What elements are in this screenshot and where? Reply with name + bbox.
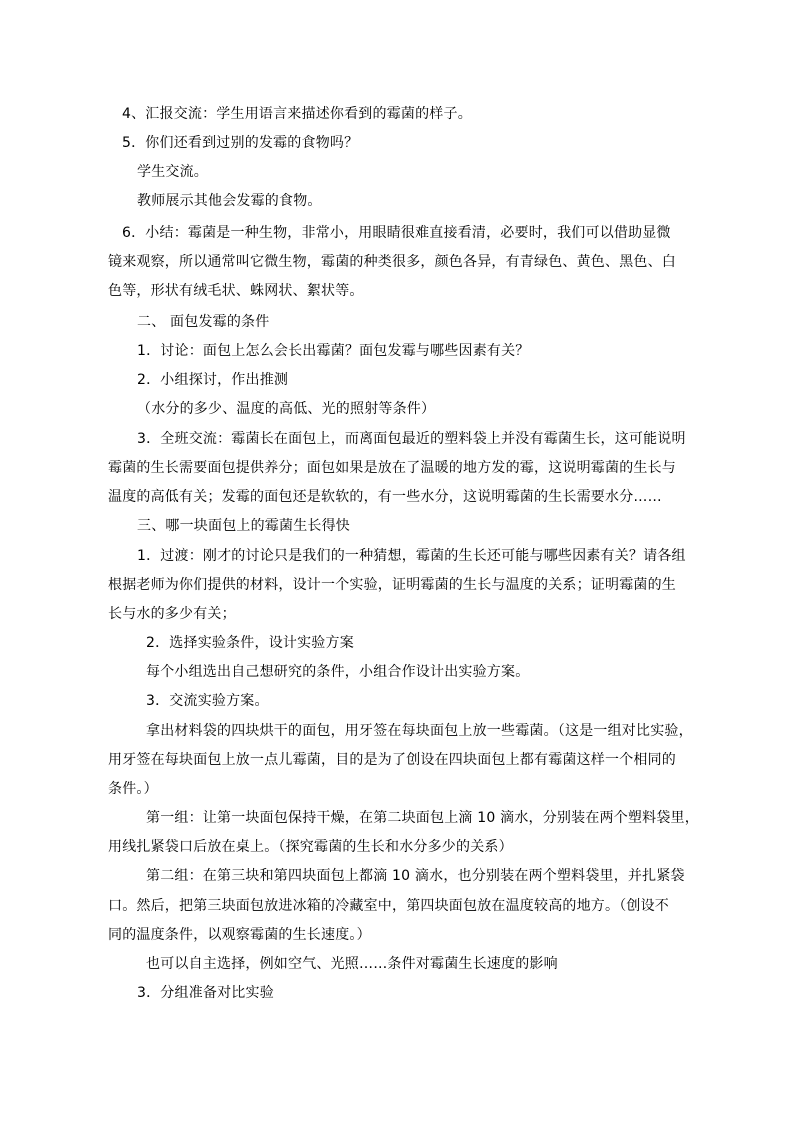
text-line: 根据老师为你们提供的材料，设计一个实验，证明霉菌的生长与温度的关系；证明霉菌的生 (108, 577, 676, 593)
text-line: 温度的高低有关；发霉的面包还是软软的，有一些水分，这说明霉菌的生长需要水分…… (108, 489, 662, 505)
text-line: 用牙签在每块面包上放一点儿霉菌，目的是为了创设在四块面包上都有霉菌这样一个相同的 (108, 752, 676, 768)
section-heading: 三、哪一块面包上的霉菌生长得快 (137, 518, 350, 534)
text-line: 4、汇报交流：学生用语言来描述你看到的霉菌的样子。 (122, 106, 472, 122)
text-line: 拿出材料袋的四块烘干的面包，用牙签在每块面包上放一些霉菌。（这是一组对比实验， (146, 723, 693, 739)
text-line: 条件。） (108, 781, 158, 797)
text-line: 色等，形状有绒毛状、蛛网状、絮状等。 (108, 283, 364, 299)
text-line: 3．交流实验方案。 (146, 693, 269, 709)
text-line: 第二组：在第三块和第四块面包上都滴 10 滴水，也分别装在两个塑料袋里，并扎紧袋 (146, 868, 685, 884)
section-heading: 二、 面包发霉的条件 (137, 314, 270, 330)
text-line: 口。然后，把第三块面包放进冰箱的冷藏室中，第四块面包放在温度较高的地方。（创设不 (108, 898, 669, 914)
text-line: 2．选择实验条件，设计实验方案 (146, 635, 354, 651)
text-line: 长与水的多少有关； (108, 606, 236, 622)
text-line: 6．小结：霉菌是一种生物，非常小，用眼睛很难直接看清，必要时，我们可以借助显微 (122, 225, 671, 241)
text-line: 学生交流。 (137, 164, 208, 180)
text-line: 第一组：让第一块面包保持干燥，在第二块面包上滴 10 滴水，分别装在两个塑料袋里， (146, 810, 699, 826)
text-line: 镜来观察，所以通常叫它微生物，霉菌的种类很多，颜色各异，有青绿色、黄色、黑色、白 (108, 254, 676, 270)
text-line: （水分的多少、温度的高低、光的照射等条件） (137, 401, 436, 417)
text-line: 3．全班交流：霉菌长在面包上，而离面包最近的塑料袋上并没有霉菌生长，这可能说明 (137, 431, 686, 447)
text-line: 1．讨论：面包上怎么会长出霉菌？面包发霉与哪些因素有关？ (137, 343, 530, 359)
text-line: 5．你们还看到过别的发霉的食物吗？ (122, 135, 359, 151)
text-line: 2．小组探讨，作出推测 (137, 372, 289, 388)
text-line: 3．分组准备对比实验 (137, 985, 274, 1001)
text-line: 用线扎紧袋口后放在桌上。（探究霉菌的生长和水分多少的关系） (108, 839, 513, 855)
text-line: 教师展示其他会发霉的食物。 (137, 193, 322, 209)
text-line: 同的温度条件，以观察霉菌的生长速度。） (108, 927, 371, 943)
text-line: 每个小组选出自己想研究的条件，小组合作设计出实验方案。 (146, 664, 530, 680)
text-line: 1．过渡：刚才的讨论只是我们的一种猜想，霉菌的生长还可能与哪些因素有关？请各组 (137, 548, 686, 564)
text-line: 霉菌的生长需要面包提供养分；面包如果是放在了温暖的地方发的霉，这说明霉菌的生长与 (108, 460, 676, 476)
text-line: 也可以自主选择，例如空气、光照……条件对霉菌生长速度的影响 (146, 956, 558, 972)
